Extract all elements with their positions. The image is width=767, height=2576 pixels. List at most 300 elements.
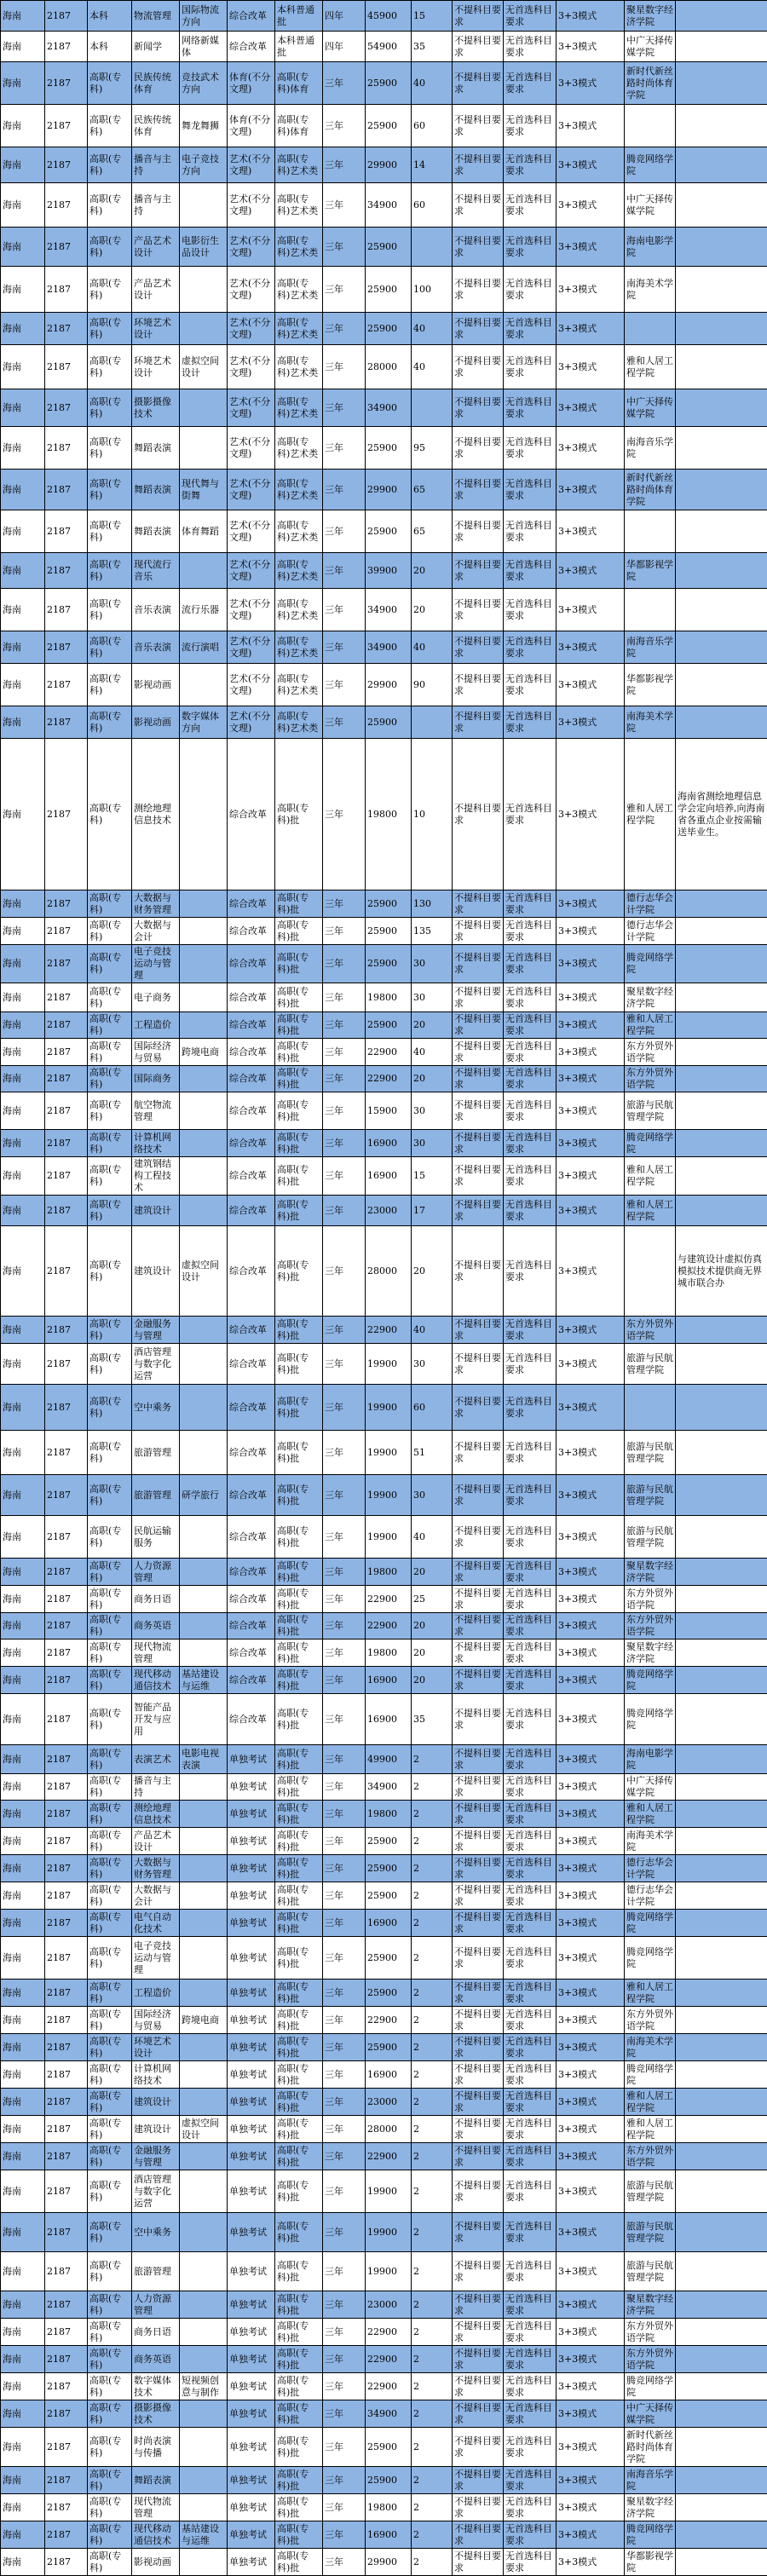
cell-first-subject-req: 无首选科目要求 [504,2319,557,2346]
cell-college: 海南电影学院 [625,228,676,267]
cell-college: 腾竞网络学院 [625,1130,676,1157]
cell-level: 高职(专科) [88,1640,132,1667]
cell-plan-count: 2 [412,2428,453,2467]
cell-direction: 跨境电商 [180,1039,228,1066]
cell-code: 2187 [45,2400,88,2428]
cell-batch: 高职(专科)批 [275,1667,323,1694]
cell-exam-mode: 3+3模式 [557,589,625,631]
cell-note [676,1937,767,1980]
cell-level: 高职(专科) [88,589,132,631]
table-row [1,1039,767,1066]
cell-first-subject-req: 无首选科目要求 [504,105,557,147]
cell-tuition: 25900 [366,2428,412,2467]
cell-note [676,1586,767,1613]
cell-duration: 三年 [323,510,366,553]
cell-level: 高职(专科) [88,2252,132,2291]
cell-duration: 三年 [323,1667,366,1694]
cell-province: 海南 [1,1012,45,1039]
cell-first-subject-req: 无首选科目要求 [504,2213,557,2252]
cell-exam-mode: 3+3模式 [557,1694,625,1745]
cell-duration: 三年 [323,2213,366,2252]
cell-exam-mode: 3+3模式 [557,1516,625,1559]
cell-plan-count: 100 [412,267,453,313]
cell-first-subject-req: 无首选科目要求 [504,1745,557,1774]
cell-level: 高职(专科) [88,1226,132,1317]
cell-tuition: 16900 [366,1910,412,1937]
cell-duration: 三年 [323,664,366,706]
cell-direction: 体育舞蹈 [180,510,228,553]
cell-code: 2187 [45,1066,88,1092]
cell-college: 旅游与民航管理学院 [625,2252,676,2291]
cell-batch: 高职(专科)批 [275,2170,323,2213]
cell-category: 综合改革 [228,890,275,918]
cell-exam-mode: 3+3模式 [557,1344,625,1385]
cell-plan-count: 30 [412,1130,453,1157]
cell-category: 综合改革 [228,1344,275,1385]
cell-level: 高职(专科) [88,1855,132,1882]
cell-category: 单独考试 [228,2346,275,2373]
cell-province: 海南 [1,1586,45,1613]
cell-level: 高职(专科) [88,147,132,183]
cell-category: 单独考试 [228,2549,275,2576]
cell-tuition: 25900 [366,706,412,739]
cell-duration: 三年 [323,1066,366,1092]
cell-major: 商务日语 [132,2319,180,2346]
cell-college [625,105,676,147]
cell-province: 海南 [1,706,45,739]
cell-plan-count: 2 [412,1801,453,1828]
cell-duration: 三年 [323,983,366,1012]
table-row [1,2252,767,2291]
cell-code: 2187 [45,228,88,267]
cell-direction [180,1694,228,1745]
cell-level: 高职(专科) [88,1774,132,1801]
cell-plan-count: 130 [412,890,453,918]
cell-province: 海南 [1,553,45,589]
cell-level: 高职(专科) [88,1516,132,1559]
cell-province: 海南 [1,267,45,313]
cell-major: 播音与主持 [132,183,180,228]
cell-batch: 高职(专科)批 [275,2252,323,2291]
cell-subject-req: 不提科目要求 [453,1882,504,1910]
cell-province: 海南 [1,1,45,32]
cell-plan-count: 20 [412,1066,453,1092]
cell-category: 艺术(不分文理) [228,553,275,589]
cell-batch: 高职(专科)艺术类 [275,553,323,589]
cell-tuition: 19900 [366,1385,412,1431]
cell-code: 2187 [45,427,88,470]
cell-tuition: 22900 [366,1613,412,1640]
cell-batch: 高职(专科)批 [275,1828,323,1855]
cell-duration: 三年 [323,2061,366,2089]
cell-level: 高职(专科) [88,62,132,105]
cell-exam-mode: 3+3模式 [557,1385,625,1431]
cell-first-subject-req: 无首选科目要求 [504,1980,557,2007]
cell-category: 综合改革 [228,1226,275,1317]
cell-duration: 三年 [323,1559,366,1586]
cell-code: 2187 [45,1385,88,1431]
cell-level: 高职(专科) [88,2428,132,2467]
cell-batch: 高职(专科)艺术类 [275,631,323,664]
cell-subject-req: 不提科目要求 [453,510,504,553]
cell-subject-req: 不提科目要求 [453,1066,504,1092]
cell-first-subject-req: 无首选科目要求 [504,1039,557,1066]
cell-note [676,1745,767,1774]
cell-batch: 高职(专科)批 [275,2143,323,2170]
cell-batch: 高职(专科)艺术类 [275,389,323,427]
cell-province: 海南 [1,1910,45,1937]
cell-first-subject-req: 无首选科目要求 [504,739,557,890]
cell-duration: 三年 [323,1226,366,1317]
cell-major: 商务英语 [132,1613,180,1640]
cell-category: 单独考试 [228,2170,275,2213]
cell-first-subject-req: 无首选科目要求 [504,2467,557,2494]
cell-province: 海南 [1,105,45,147]
table-row [1,1745,767,1774]
cell-code: 2187 [45,2116,88,2143]
cell-college: 旅游与民航管理学院 [625,2170,676,2213]
cell-province: 海南 [1,510,45,553]
cell-exam-mode: 3+3模式 [557,1039,625,1066]
cell-duration: 三年 [323,1385,366,1431]
cell-batch: 高职(专科)批 [275,2428,323,2467]
cell-college: 南海美术学院 [625,1828,676,1855]
cell-category: 单独考试 [228,2252,275,2291]
cell-category: 综合改革 [228,1196,275,1226]
cell-category: 综合改革 [228,1066,275,1092]
cell-exam-mode: 3+3模式 [557,2089,625,2116]
cell-major: 酒店管理与数字化运营 [132,2170,180,2213]
cell-first-subject-req: 无首选科目要求 [504,1694,557,1745]
cell-plan-count: 20 [412,1667,453,1694]
cell-province: 海南 [1,1694,45,1745]
cell-tuition: 25900 [366,510,412,553]
cell-subject-req: 不提科目要求 [453,1937,504,1980]
table-row [1,1130,767,1157]
cell-category: 综合改革 [228,1012,275,1039]
cell-direction [180,2170,228,2213]
cell-major: 时尚表演与传播 [132,2428,180,2467]
cell-college: 东方外贸外语学院 [625,2319,676,2346]
cell-plan-count: 2 [412,2007,453,2034]
cell-plan-count: 2 [412,2143,453,2170]
cell-subject-req: 不提科目要求 [453,2373,504,2400]
cell-code: 2187 [45,183,88,228]
cell-code: 2187 [45,1882,88,1910]
cell-note [676,470,767,510]
cell-note [676,1559,767,1586]
cell-tuition: 16900 [366,1130,412,1157]
cell-province: 海南 [1,2170,45,2213]
cell-first-subject-req: 无首选科目要求 [504,1157,557,1196]
cell-batch: 高职(专科)批 [275,2521,323,2549]
cell-batch: 高职(专科)体育 [275,105,323,147]
cell-direction [180,2467,228,2494]
table-row [1,664,767,706]
cell-code: 2187 [45,631,88,664]
cell-plan-count: 2 [412,2467,453,2494]
cell-province: 海南 [1,1317,45,1344]
cell-college: 聚星数字经济学院 [625,983,676,1012]
cell-code: 2187 [45,2428,88,2467]
cell-major: 舞蹈表演 [132,470,180,510]
cell-province: 海南 [1,2428,45,2467]
cell-first-subject-req: 无首选科目要求 [504,389,557,427]
cell-batch: 高职(专科)批 [275,2061,323,2089]
cell-duration: 三年 [323,2467,366,2494]
cell-province: 海南 [1,918,45,945]
cell-first-subject-req: 无首选科目要求 [504,631,557,664]
cell-direction: 流行演唱 [180,631,228,664]
cell-category: 综合改革 [228,1516,275,1559]
cell-subject-req: 不提科目要求 [453,1092,504,1130]
cell-province: 海南 [1,2116,45,2143]
cell-province: 海南 [1,2034,45,2061]
cell-college: 南海美术学院 [625,706,676,739]
cell-level: 高职(专科) [88,1559,132,1586]
cell-note [676,1157,767,1196]
cell-direction [180,2089,228,2116]
cell-code: 2187 [45,1226,88,1317]
cell-direction: 现代舞与街舞 [180,470,228,510]
cell-batch: 高职(专科)批 [275,2034,323,2061]
table-row [1,2549,767,2576]
cell-note [676,2089,767,2116]
cell-tuition: 25900 [366,62,412,105]
cell-province: 海南 [1,470,45,510]
cell-direction: 电子竞技方向 [180,147,228,183]
cell-code: 2187 [45,945,88,983]
cell-plan-count: 60 [412,1385,453,1431]
cell-note [676,1855,767,1882]
cell-first-subject-req: 无首选科目要求 [504,2252,557,2291]
cell-province: 海南 [1,739,45,890]
cell-note [676,664,767,706]
cell-subject-req: 不提科目要求 [453,2291,504,2319]
cell-batch: 高职(专科)批 [275,739,323,890]
cell-note [676,1801,767,1828]
cell-province: 海南 [1,313,45,345]
table-row [1,1516,767,1559]
cell-exam-mode: 3+3模式 [557,2007,625,2034]
cell-tuition: 22900 [366,2346,412,2373]
cell-college [625,1226,676,1317]
cell-category: 综合改革 [228,1694,275,1745]
cell-code: 2187 [45,1910,88,1937]
cell-note [676,1475,767,1516]
cell-major: 环境艺术设计 [132,345,180,389]
cell-major: 舞蹈表演 [132,510,180,553]
cell-subject-req: 不提科目要求 [453,1516,504,1559]
table-row [1,1066,767,1092]
cell-note [676,1066,767,1092]
cell-college: 中广天择传媒学院 [625,1774,676,1801]
cell-level: 高职(专科) [88,2494,132,2521]
cell-major: 音乐表演 [132,589,180,631]
cell-first-subject-req: 无首选科目要求 [504,470,557,510]
cell-level: 高职(专科) [88,228,132,267]
cell-first-subject-req: 无首选科目要求 [504,2089,557,2116]
cell-note [676,1774,767,1801]
cell-batch: 高职(专科)批 [275,1937,323,1980]
cell-college: 中广天择传媒学院 [625,32,676,62]
cell-batch: 高职(专科)艺术类 [275,706,323,739]
cell-note [676,389,767,427]
cell-direction [180,1012,228,1039]
cell-plan-count [412,389,453,427]
cell-plan-count: 2 [412,2061,453,2089]
cell-category: 单独考试 [228,2428,275,2467]
cell-subject-req: 不提科目要求 [453,2089,504,2116]
cell-duration: 三年 [323,2549,366,2576]
cell-code: 2187 [45,2252,88,2291]
cell-exam-mode: 3+3模式 [557,2319,625,2346]
cell-category: 单独考试 [228,2494,275,2521]
cell-code: 2187 [45,1855,88,1882]
cell-college: 东方外贸外语学院 [625,2143,676,2170]
cell-note [676,267,767,313]
cell-note [676,2428,767,2467]
cell-level: 高职(专科) [88,1196,132,1226]
cell-level: 高职(专科) [88,1667,132,1694]
cell-tuition: 25900 [366,1937,412,1980]
cell-duration: 三年 [323,345,366,389]
cell-plan-count: 35 [412,32,453,62]
cell-subject-req: 不提科目要求 [453,1012,504,1039]
cell-code: 2187 [45,2467,88,2494]
cell-note [676,2346,767,2373]
cell-college: 旅游与民航管理学院 [625,2213,676,2252]
cell-major: 播音与主持 [132,147,180,183]
cell-level: 高职(专科) [88,427,132,470]
cell-duration: 三年 [323,1130,366,1157]
cell-batch: 高职(专科)批 [275,1092,323,1130]
cell-category: 单独考试 [228,1980,275,2007]
cell-direction [180,427,228,470]
cell-note [676,1667,767,1694]
cell-batch: 高职(专科)批 [275,1559,323,1586]
cell-code: 2187 [45,1586,88,1613]
cell-duration: 三年 [323,147,366,183]
cell-subject-req: 不提科目要求 [453,890,504,918]
cell-code: 2187 [45,1640,88,1667]
cell-plan-count: 2 [412,2034,453,2061]
cell-tuition: 16900 [366,1694,412,1745]
cell-college: 旅游与民航管理学院 [625,1092,676,1130]
cell-note [676,2319,767,2346]
cell-plan-count: 135 [412,918,453,945]
cell-direction [180,983,228,1012]
cell-direction: 虚拟空间设计 [180,2116,228,2143]
cell-batch: 高职(专科)批 [275,2494,323,2521]
cell-note [676,2252,767,2291]
cell-first-subject-req: 无首选科目要求 [504,1937,557,1980]
cell-college: 腾竞网络学院 [625,2521,676,2549]
cell-first-subject-req: 无首选科目要求 [504,2061,557,2089]
cell-direction [180,1344,228,1385]
cell-major: 民航运输服务 [132,1516,180,1559]
cell-first-subject-req: 无首选科目要求 [504,2007,557,2034]
cell-province: 海南 [1,1431,45,1475]
cell-code: 2187 [45,1745,88,1774]
table-row [1,2494,767,2521]
cell-subject-req: 不提科目要求 [453,553,504,589]
table-row [1,1226,767,1317]
cell-level: 高职(专科) [88,2346,132,2373]
cell-subject-req: 不提科目要求 [453,1694,504,1745]
cell-major: 播音与主持 [132,1774,180,1801]
cell-plan-count: 2 [412,2319,453,2346]
cell-level: 高职(专科) [88,945,132,983]
cell-plan-count: 2 [412,2291,453,2319]
cell-major: 新闻学 [132,32,180,62]
cell-exam-mode: 3+3模式 [557,631,625,664]
cell-duration: 三年 [323,105,366,147]
cell-first-subject-req: 无首选科目要求 [504,1828,557,1855]
cell-level: 高职(专科) [88,918,132,945]
cell-batch: 高职(专科)批 [275,1196,323,1226]
cell-code: 2187 [45,1196,88,1226]
table-row [1,2467,767,2494]
cell-tuition: 25900 [366,2467,412,2494]
cell-subject-req: 不提科目要求 [453,1130,504,1157]
table-row [1,1882,767,1910]
cell-level: 高职(专科) [88,1828,132,1855]
cell-major: 空中乘务 [132,2213,180,2252]
cell-exam-mode: 3+3模式 [557,918,625,945]
cell-tuition: 19900 [366,1516,412,1559]
cell-batch: 高职(专科)批 [275,890,323,918]
cell-direction [180,313,228,345]
cell-direction: 舞龙舞狮 [180,105,228,147]
cell-college: 南海音乐学院 [625,2467,676,2494]
cell-college: 东方外贸外语学院 [625,1066,676,1092]
cell-tuition: 19900 [366,2252,412,2291]
table-row [1,918,767,945]
cell-code: 2187 [45,1828,88,1855]
cell-exam-mode: 3+3模式 [557,1,625,32]
cell-level: 高职(专科) [88,664,132,706]
cell-first-subject-req: 无首选科目要求 [504,1774,557,1801]
cell-level: 高职(专科) [88,983,132,1012]
cell-note [676,2494,767,2521]
cell-batch: 高职(专科)批 [275,1882,323,1910]
cell-plan-count: 15 [412,1,453,32]
cell-tuition: 19900 [366,2170,412,2213]
cell-batch: 高职(专科)艺术类 [275,427,323,470]
cell-duration: 三年 [323,1910,366,1937]
cell-tuition: 22900 [366,2373,412,2400]
cell-plan-count: 2 [412,2346,453,2373]
cell-province: 海南 [1,890,45,918]
cell-note [676,1431,767,1475]
cell-plan-count: 60 [412,183,453,228]
cell-first-subject-req: 无首选科目要求 [504,1385,557,1431]
cell-college: 聚星数字经济学院 [625,1,676,32]
cell-province: 海南 [1,1226,45,1317]
cell-plan-count: 40 [412,1039,453,1066]
cell-first-subject-req: 无首选科目要求 [504,1130,557,1157]
cell-subject-req: 不提科目要求 [453,313,504,345]
cell-batch: 高职(专科)艺术类 [275,183,323,228]
cell-major: 舞蹈表演 [132,427,180,470]
table-row [1,147,767,183]
cell-code: 2187 [45,2213,88,2252]
cell-tuition: 25900 [366,918,412,945]
cell-college: 聚星数字经济学院 [625,2494,676,2521]
cell-batch: 高职(专科)批 [275,1012,323,1039]
cell-college: 南海音乐学院 [625,631,676,664]
